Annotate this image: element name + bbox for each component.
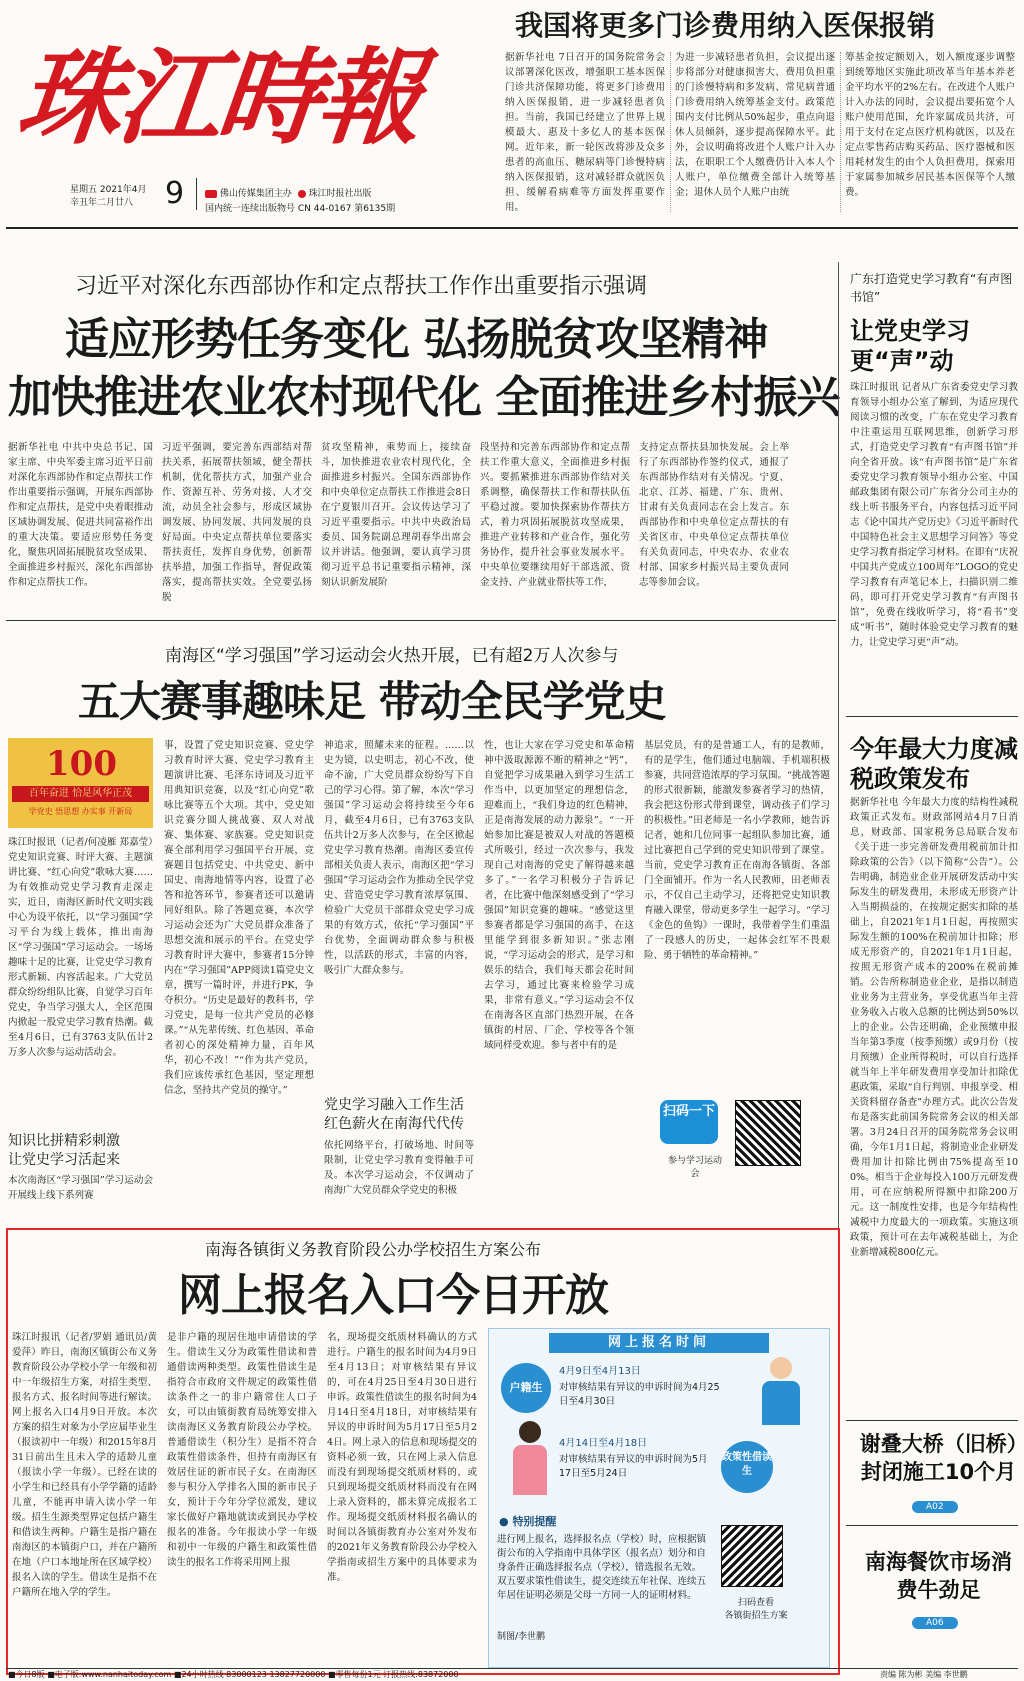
sidebar-study-kicker: 广东打造党史学习教育“有声图书馆” <box>850 272 1013 304</box>
study-story-sub-1: 知识比拼精彩刺激 <box>8 1133 120 1149</box>
policy-appeal: 对审核结果有异议的申诉时间为5月17日至5月24日 <box>559 1454 708 1479</box>
study-story-col-1: 珠江时报讯（记者/何凌雁 郑嘉莹）党史知识竞赛、时评大赛、主题演讲比赛、“红心向党”歌咏大赛……为有效推动党史学习教育走深走实，近日，南海区新时代文明实践中心为设平依托，以“学习强国”学习平台为线上载体，推出南海区“学习强国”学习运动会。一场场趣味十足的比赛，让党史学习教育形式新颖、内容活起来。广大党员群众纷纷组队比赛，自觉学习百年党史，争当学习强大人，全区范围内掀起一股党史学习教育热潮。截至4月6日，已有3763支队伍计2万多人次参与运动活动会。 <box>8 837 153 1058</box>
infographic-title: 网上报名时间 <box>549 1333 769 1353</box>
col-rule <box>670 52 671 212</box>
footer-right: 责编 陈为彬 美编 李世鹏 <box>880 1670 968 1679</box>
publisher-logo-icon-2 <box>298 190 306 198</box>
badge-100: 100 <box>46 744 117 784</box>
study-story-headline[interactable]: 五大赛事趣味足 带动全民学党史 <box>78 677 666 726</box>
infographic-credit: 制图/李世鹏 <box>497 1632 546 1642</box>
party-badge-image <box>8 738 153 828</box>
scan-caption: 参与学习运动会 <box>667 1156 722 1179</box>
hukou-appeal: 对审核结果有异议的申诉时间为4月25日至4月30日 <box>559 1382 720 1407</box>
study-story-col-2: 事，设置了党史知识竞赛、党史学习教育时评大赛、党史学习教育主题演讲比赛、毛泽东诗词及习近平用典知识竞赛，以及“红心向党”歌咏比赛等五个大项。其中，党史知识竞赛分圆人挑战赛、双人对战赛、集体赛、家族赛。党史知识竞赛全部利用学习强国平台开展，竞赛题目包括党史、中共党史、新中国史、南海地情等内容，设置了必答和抢答环节，参赛者还可以邀请同好组队。除了答题竞赛，本次学习运动会还为广大党员群众准备了思想交流和展示的平台。在党史学习教育时评大赛中，参赛者15分钟内在“学习强国”APP阅读1篇党史文章，撰写一篇时评，并进行PK，争夺积分。“历史是最好的教科书，学习党史，是每一位共产党员的必修课。”“从先辈传统、红色基因、革命者初心的深处精神力量，百年风华，初心不改！”“作为共产党员，我们应该传承红色基因，坚定理想信念，坚持共产党员的操守。” <box>164 740 314 1096</box>
study-story-kicker: 南海区“学习强国”学习运动会火热开展，已有超2万人次参与 <box>165 646 619 666</box>
scan-badge: 扫码一下 <box>660 1100 718 1144</box>
study-story-col-3: 神追求，照耀未来的征程。……以史为镜，以史明志，初心不改，使命不渝，广大党员群众纷纷写下自己的学习心得。第了解，本次“学习强国”学习运动会将持续至今年6月，截至4月6日，已有3763支队伍共计2万多人次参与，在全区掀起党史学习教育热潮。南海区委宣传部相关负责人表示，南海区把“学习强国”学习运动会作为推动全民学党史、营造党史学习教育浓厚氛围、检验广大党员干部群众党史学习成果的有效方式，依托“学习强国”平台优势，全面调动群众参与积极性，以活跃的形式，丰富的内容，吸引广大群众参与。 <box>324 740 474 976</box>
enroll-story-col-2: 是非户籍的现居住地申请借读的学生。借读生又分为政策性借读和普通借读两种类型。政策性借读生是指符合市政府文件规定的政策性借读条件之一的非户籍常住人口子女，可以由镇街教育局统筹安排入读南海区义务教育阶段公办学校。普通借读生（积分生）是指不符合政策性借读条件，但持有南海区有效居住证的新市民子女。在南海区参与积分入学排名入围的新市民子女，预计于今年分学位派发，建议家长做好户籍地就读或到民办学校报名的准备。今年报读小学一年级和初中一年级的户籍生和政策性借读生的报名工作将采用网上报 <box>167 1332 317 1568</box>
special-title: ● 特别提醒 <box>499 1515 557 1528</box>
masthead-rule <box>6 227 1018 229</box>
policy-time: 4月14日至4月18日 <box>559 1438 648 1449</box>
enroll-story-col-3: 名，现场提交纸质材料确认的方式进行。户籍生的报名时间为4月9日至4月13日；对审核结果有异议的，可在4月25日至4月30日进行申诉。政策性借读生的报名时间为4月14日至4月18日，对审核结果有异议的申诉时间为5月17日至5月24日。网上录入的信息和现场提交的资料必须一致，只在网上录入信息而没有到现场提交纸质材料的，或只到现场提交纸质材料而没有在网上录入资料的，都未算完成报名工作。现场提交纸质材料报名确认的时间以各镇街教育办公室对外发布的2021年义务教育阶段公办学校入学指南或招生方案中的具体要求为准。 <box>327 1332 477 1583</box>
date-line-2: 辛丑年二月廿八 <box>70 198 134 208</box>
main-story-col-3: 贫攻坚精神，乘势而上，接续奋斗，加快推进农业农村现代化，全面推进乡村振兴。全国东西部协作和中央单位定点帮扶工作推进会8日在宁夏银川召开。会议传达学习了习近平重要指示。中共中央政治局委员、国务院副总理胡春华出席会议并讲话。他强调，要认真学习贯彻习近平总书记重要指示精神，深刻认识新发展阶 <box>321 442 471 588</box>
tax-story-text: 据新华社电 今年最大力度的结构性减税政策正式发布。财政部网站4月7日消息，财政部、国家税务总局联合发布《关于进一步完善研发费用税前加计扣除政策的公告》（以下简称“公告”）。公告明确，制造业企业开展研发活动中实际发生的研发费用，未形成无形资产计入当期损益的，在按规定据实扣除的基础上，自2021年1月1日起，再按照实际发生额的100%在税前加计扣除；形成无形资产的，自2021年1月1日起，按照无形资产成本的200%在税前摊销。公告所称制造业企业，是指以制造业业务为主营业务，享受优惠当年主营业务收入占收入总额的比例达到50%以上的企业。公告还明确，企业预缴申报当年第3季度（按季预缴）或9月份（按月预缴）企业所得税时，可以自行选择就当年上半年研发费用享受加计扣除优惠政策，采取“自行判别、申报享受、相关资料留存备查”办理方式。此次公告发布是落实此前国务院常务会议的相关部署。3月24日召开的国务院常务会议明确，今年1月1日起，将制造业企业研发费用加计扣除比例由75%提高至100%。相当于企业每投入100万元研发费用，可在应纳税所得额中扣除200万元。这一制度性安排，也是今年结构性减税中力度最大的一项政策。实施这项政策，预计可在去年减税基础上，为企业新增减税800亿元。 <box>850 797 1018 1258</box>
bullet-icon: ● <box>499 1515 513 1528</box>
study-story-col-5: 基层党员，有的是普通工人，有的是教师，有的是学生，他们通过电脑端、手机端积极参赛，共同营造浓厚的学习氛围。“挑战答题的形式很新颖，能激发参赛者学习的热情，我会把这份形式带到课堂，调动孩子们学习的积极性。”田老师是一名小学教师，她告诉记者，她和几位同事一起组队参加比赛，通过比赛把自己学到的党史知识带到了课堂。当前，党史学习教育正在南海各镇街、各部门全面铺开。作为一名人民教师，田老师表示，不仅自己主动学习，还将把党史知识教育融入课堂，带动更多学生一起学习。“学习《金色的鱼钩》一课时，我带着学生们重温了一段感人的历史，一起体会红军不畏艰险、勇于牺牲的革命精神。” <box>644 740 830 961</box>
date-line-1: 星期五 2021年4月 <box>70 185 147 195</box>
sidebar-study-text: 珠江时报讯 记者从广东省委党史学习教育领导小组办公室了解到，为适应现代阅读习惯的改变，广东在党史学习教育中注重运用互联网思维，创新学习形式，打造党史学习教育“有声图书馆”并向全省开放。该“有声图书馆”是广东省委党史学习教育领导小组办公室、中国邮政集团有限公司广东省分公司主办的线上听书服务平台，内容包括习近平同志《论中国共产党历史》《习近平新时代中国特色社会主义思想学习问答》等党史学习教育指定学习材料。在即有“庆祝中国共产党成立100周年”LOGO的党史学习教育有声笔记本上，扫描识别二维码，即可打开党史学习教育“有声图书馆”，免费在线收听学习，将“看书”变成“听书”，随时体验党史学习教育的魅力，让党史学习更“声”动。 <box>850 382 1018 648</box>
hukou-time: 4月9日至4月13日 <box>559 1366 641 1377</box>
ad-2-headline[interactable]: 南海餐饮市场消费牛劲足 <box>865 1550 1012 1602</box>
study-story-col-1b: 本次南海区“学习强国”学习运动会开展线上线下系列赛 <box>8 1175 153 1201</box>
student-figure-icon <box>751 1357 811 1432</box>
footer-left: ■今日8版 ■电子版:www.nanhaitoday.com ■24小时热线 83000123 13827720000 ■零售每份1元 订报热线:83872000 <box>8 1670 459 1679</box>
study-story-sub-3: 党史学习融入工作生活 <box>324 1097 464 1113</box>
masthead-logo: 珠江時報 <box>11 36 425 159</box>
date-block <box>70 184 160 210</box>
publisher-1: 佛山传媒集团主办 <box>219 189 292 199</box>
ad-2-page[interactable]: A06 <box>912 1610 958 1629</box>
policy-label: 政策性借读生 <box>721 1441 773 1493</box>
footer-rule <box>6 1668 1018 1669</box>
qr-caption: 扫码查看 各镇街招生方案 <box>724 1598 788 1621</box>
study-story-sub-4: 红色薪火在南海代代传 <box>324 1116 464 1132</box>
sidebar-rule <box>846 1420 1018 1421</box>
hukou-label: 户籍生 <box>501 1363 551 1413</box>
main-story-col-2: 习近平强调，要完善东西部结对帮扶关系，拓展帮扶领域，健全帮扶机制，优化帮扶方式，加强产业合作、资源互补、劳务对接、人才交流，动员全社会参与，形成区域协调发展、协同发展、共同发展的良好局面。中央定点帮扶单位要落实帮扶责任，发挥自身优势，创新帮扶举措，加强工作指导，督促政策落实，提高帮扶实效。全党要弘扬脱 <box>162 442 312 603</box>
top-story-col-3: 筹基金按定额划入，划入额度逐步调整到统筹地区实施此项改革当年基本养老金平均水平的2%左右。在改进个人账户计入办法的同时，会议提出要拓宽个人账户使用范围，允许家属成员共济，可用于支付在定点医疗机构就医，以及在定点零售药店购买药品、医疗器械和医用耗材发生的由个人负担费用，探索用于家属参加城乡居民基本医保等个人缴费。 <box>845 52 1015 198</box>
qr-code[interactable] <box>735 1100 801 1166</box>
section-rule <box>6 620 836 621</box>
publication-code: 国内统一连续出版物号 CN 44-0167 第6135期 <box>205 204 396 214</box>
enroll-infographic <box>488 1328 830 1668</box>
girl-figure-icon <box>505 1421 555 1501</box>
main-story-headline-2[interactable]: 加快推进农业农村现代化 全面推进乡村振兴 <box>8 372 840 423</box>
special-text: 进行网上报名，选择报名点（学校）时，应根据镇街公布的入学指南中具体学区（报名点）划分和自身条件正确选择报名点（学校），错选报名无效。双五要求策性借读生，提交连续五年社保、连续五年居住证明必须是父母一方同一人的证明材料。 <box>497 1534 707 1601</box>
enroll-story-col-1: 珠江时报讯（记者/罗娟 通讯员/黄爱萍）昨日，南海区镇街公布义务教育阶段公办学校小学一年级和初中一年级招生方案，对招生类型、报名方式、报名时间等进行解读。网上报名入口4月9日开放。本次方案的招生对象为小学应届毕业生（报读初中一年级）和2015年8月31日前出生且未入学的适龄儿童（报读小学一年级）。已经在读的小学生和已经具有小学学籍的适龄儿童，不能再申请入读小学一年级。招生生源类型界定包括户籍生和借读生两种。户籍生是指户籍在南海区的本镇街户口，并在户籍所在地（户口本地址所在区域学校）报名入读的学生。借读生是指不在户籍所在地入学的学生。 <box>12 1332 157 1598</box>
publisher-line <box>205 186 372 199</box>
sidebar-rule <box>846 1525 1018 1526</box>
top-story-col-1: 据新华社电 7日召开的国务院常务会议部署深化医改，增强职工基本医保门诊共济保障功能，将更多门诊费用纳入医保报销，进一步减轻患者负担。当前，我国已经建立了世界上规模最大、惠及十多亿人的基本医保网。近年来，新一轮医改将涉及众多患者的高血压、糖尿病等门诊慢特病纳入医保报销，这对减轻群众就医负担、缓解看病难等方面发挥重要作用。 <box>505 52 665 213</box>
main-story-col-5: 支持定点帮扶县加快发展。会上举行了东西部协作签约仪式，通报了东西部协作结对有关情况。宁夏、北京、江苏、福建、广东、贵州、甘肃有关负责同志在会上发言。东西部协作和中央单位定点帮扶的有关省区市、中央单位定点帮扶单位有关负责同志，中央农办、农业农村部、国家乡村振兴局主要负责同志等参加会议。 <box>639 442 789 588</box>
masthead-divider <box>196 178 197 210</box>
issue-day: 9 <box>165 176 185 211</box>
study-story-col-3b: 依托网络平台，打破场地、时间等限制，让党史学习教育变得触手可及。本次学习运动会，不仅调动了南海广大党员群众学党史的积极 <box>324 1140 474 1196</box>
col-rule <box>840 52 841 212</box>
study-story-sub-2: 让党史学习活起来 <box>8 1152 120 1168</box>
sidebar-rule <box>846 716 1018 717</box>
ad-1-page[interactable]: A02 <box>912 1494 958 1513</box>
top-story-col-2: 为进一步减轻患者负担，会议提出逐步将部分对健康损害大、费用负担重的门诊慢特病和多发病、常见病普通门诊费用纳入统筹基金支付。政策范围内支付比例从50%起步，重点向退休人员倾斜，逐步提高保障水平。此外，会议明确将改进个人账户计入办法，在职职工个人缴费仍计入本人个人账户，单位缴费全部计入统筹基金；退休人员个人账户由统 <box>675 52 835 198</box>
study-story-col-4: 性，也让大家在学习党史和革命精神中汲取源源不断的精神之“钙”，自觉把学习成果融入到学习生活工作当中，以更加坚定的理想信念，迎难而上，“我们身边的红色精神，正是南海发展的动力源泉”。“一开始参加比赛是被双人对战的答题模式所吸引，经过一次次参与，我发现自己对南海的党史了解得越来越多了。”一名学习积极分子告诉记者，在比赛中他深刻感受到了“学习强国”知识竞赛的趣味。“感觉这里参赛者都是学习强国的高手，在这里能学到很多新知识。”张志刚说，“学习运动会的形式，是学习和娱乐的结合，我们每天都会花时间去学习，通过比赛来检验学习成果，非常有意义。”学习运动会不仅在南海各区直部门热烈开展，在各镇街的村居、厂企、学校等各个领域同样受欢迎。参与者中有的是 <box>484 740 634 1051</box>
ad-1-headline[interactable]: 谢叠大桥（旧桥）封闭施工10个月 <box>859 1432 1018 1484</box>
main-story-headline-1[interactable]: 适应形势任务变化 弘扬脱贫攻坚精神 <box>65 314 768 365</box>
tax-story-headline[interactable]: 今年最大力度减税政策发布 <box>850 735 1018 793</box>
enroll-qr-code[interactable] <box>721 1525 783 1587</box>
publisher-logo-icon <box>205 190 217 198</box>
badge-sub: 学党史 悟思想 办实事 开新局 <box>28 807 133 816</box>
badge-text: 百年奋进 恰是风华正茂 <box>12 786 149 802</box>
top-story-headline[interactable]: 我国将更多门诊费用纳入医保报销 <box>515 9 936 42</box>
main-story-col-1: 据新华社电 中共中央总书记、国家主席、中央军委主席习近平日前对深化东西部协作和定点帮扶工作作出重要指示强调，开展东西部协作和定点帮扶，是党中央着眼推动区域协调发展、促进共同富裕作出的重大决策。要适应形势任务变化，聚焦巩固拓展脱贫攻坚成果、全面推进乡村振兴，深化东西部协作和定点帮扶工作。 <box>8 442 153 588</box>
main-story-kicker: 习近平对深化东西部协作和定点帮扶工作作出重要指示强调 <box>75 274 648 299</box>
publisher-2: 珠江时报社出版 <box>308 189 372 199</box>
enroll-story-headline[interactable]: 网上报名入口今日开放 <box>178 1270 608 1321</box>
sidebar-study-headline[interactable]: 让党史学习更“声”动 <box>850 317 970 375</box>
main-story-col-4: 段坚持和完善东西部协作和定点帮扶工作重大意义，全面推进乡村振兴。要抓紧推进东西部协作结对关系调整，确保帮扶工作和帮扶队伍平稳过渡。要加快探索协作帮扶方式，着力巩固拓展脱贫攻坚成果，推进产业转移和产业合作，强化劳务协作，提升社会事业发展水平。中央单位要继续用好干部选派、资金支持、产业就业帮扶等工作， <box>480 442 630 588</box>
enroll-story-kicker: 南海各镇街义务教育阶段公办学校招生方案公布 <box>205 1240 542 1259</box>
